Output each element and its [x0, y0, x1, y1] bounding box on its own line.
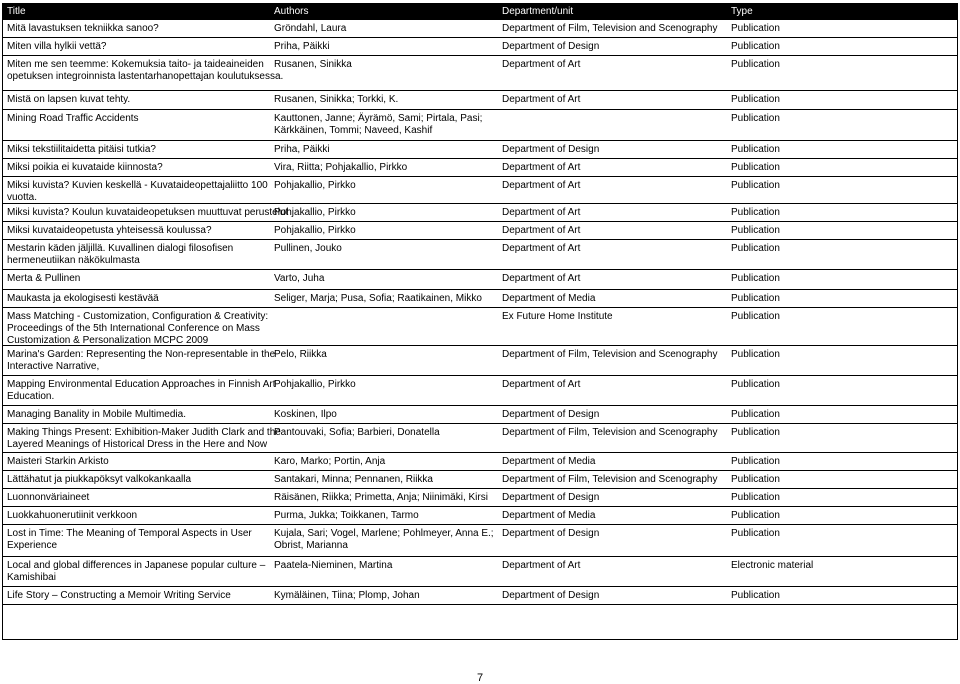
table-row	[3, 557, 957, 587]
cell-title: Maukasta ja ekologisesti kestävää	[7, 293, 159, 304]
cell-authors: Priha, Päikki	[274, 41, 330, 52]
cell-authors: Kujala, Sari; Vogel, Marlene; Pohlmeyer, Anna E.; Obrist, Marianna	[274, 528, 494, 551]
cell-title: Luonnonväriaineet	[7, 492, 90, 503]
table-row	[3, 270, 957, 290]
cell-title: Maisteri Starkin Arkisto	[7, 456, 109, 467]
cell-authors: Paatela-Nieminen, Martina	[274, 560, 393, 571]
table-row	[3, 38, 957, 56]
cell-title: Miksi kuvista? Kuvien keskellä - Kuvataideopettajaliitto 100 vuotta.	[7, 180, 268, 203]
table-row	[3, 91, 957, 110]
cell-department: Department of Design	[502, 590, 600, 601]
header-authors: Authors	[274, 6, 309, 17]
table-row	[3, 290, 957, 308]
cell-title: Lost in Time: The Meaning of Temporal Aspects in User Experience	[7, 528, 252, 551]
cell-authors: Koskinen, Ilpo	[274, 409, 337, 420]
table-row	[3, 159, 957, 177]
table-row	[3, 453, 957, 471]
table-header	[3, 4, 957, 20]
table-row	[3, 525, 957, 557]
cell-department: Department of Media	[502, 456, 596, 467]
cell-type: Publication	[731, 510, 780, 521]
cell-authors: Kauttonen, Janne; Äyrämö, Sami; Pirtala, Pasi; Kärkkäinen, Tommi; Naveed, Kashif	[274, 113, 483, 136]
cell-type: Publication	[731, 273, 780, 284]
cell-type: Publication	[731, 180, 780, 191]
cell-title: Mass Matching - Customization, Configuration & Creativity: Proceedings of the 5th International Conference on Mass Customization & Personalization MCPC 2009	[7, 311, 269, 346]
header-title: Title	[7, 6, 26, 17]
cell-title: Life Story – Constructing a Memoir Writing Service	[7, 590, 231, 601]
cell-authors: Rusanen, Sinikka; Torkki, K.	[274, 94, 399, 105]
cell-department: Department of Art	[502, 273, 581, 284]
header-type: Type	[731, 6, 753, 17]
cell-authors: Varto, Juha	[274, 273, 325, 284]
cell-type: Publication	[731, 113, 780, 124]
cell-department: Department of Film, Television and Scenography	[502, 474, 718, 485]
cell-title: Miksi tekstiilitaidetta pitäisi tutkia?	[7, 144, 156, 155]
cell-title: Managing Banality in Mobile Multimedia.	[7, 409, 186, 420]
cell-title: Local and global differences in Japanese popular culture – Kamishibai	[7, 560, 266, 583]
cell-authors: Purma, Jukka; Toikkanen, Tarmo	[274, 510, 419, 521]
cell-type: Publication	[731, 474, 780, 485]
cell-department: Department of Film, Television and Scenography	[502, 349, 718, 360]
table-row	[3, 489, 957, 507]
cell-department: Department of Design	[502, 41, 600, 52]
cell-title: Making Things Present: Exhibition-Maker Judith Clark and the Layered Meanings of Historical Dress in the Here and Now	[7, 427, 281, 450]
table-row	[3, 507, 957, 525]
cell-title: Mestarin käden jäljillä. Kuvallinen dialogi filosofisen hermeneutiikan näkökulmasta	[7, 243, 234, 266]
cell-department: Department of Design	[502, 528, 600, 539]
cell-type: Publication	[731, 41, 780, 52]
table-row	[3, 376, 957, 406]
table-row	[3, 346, 957, 376]
table-row	[3, 471, 957, 489]
cell-department: Department of Film, Television and Scenography	[502, 427, 718, 438]
table-row	[3, 222, 957, 240]
table-row	[3, 177, 957, 204]
cell-type: Electronic material	[731, 560, 814, 571]
table-row	[3, 204, 957, 222]
cell-type: Publication	[731, 162, 780, 173]
cell-department: Department of Film, Television and Scenography	[502, 23, 718, 34]
cell-authors: Räisänen, Riikka; Primetta, Anja; Niinimäki, Kirsi	[274, 492, 488, 503]
cell-authors: Pohjakallio, Pirkko	[274, 207, 356, 218]
cell-department: Department of Design	[502, 492, 600, 503]
cell-department: Ex Future Home Institute	[502, 311, 613, 322]
cell-authors: Seliger, Marja; Pusa, Sofia; Raatikainen, Mikko	[274, 293, 482, 304]
cell-authors: Pullinen, Jouko	[274, 243, 342, 254]
table-row	[3, 240, 957, 270]
cell-type: Publication	[731, 379, 780, 390]
cell-department: Department of Art	[502, 59, 581, 70]
cell-type: Publication	[731, 409, 780, 420]
cell-title: Mitä lavastuksen tekniikka sanoo?	[7, 23, 159, 34]
cell-authors: Pantouvaki, Sofia; Barbieri, Donatella	[274, 427, 440, 438]
cell-title: Mistä on lapsen kuvat tehty.	[7, 94, 131, 105]
table-row	[3, 20, 957, 38]
cell-authors: Rusanen, Sinikka	[274, 59, 352, 70]
cell-department: Department of Media	[502, 293, 596, 304]
table-row	[3, 141, 957, 159]
table-row	[3, 110, 957, 141]
cell-title: Miten villa hylkii vettä?	[7, 41, 107, 52]
cell-authors: Priha, Päikki	[274, 144, 330, 155]
table-row	[3, 56, 957, 91]
cell-title: Mapping Environmental Education Approaches in Finnish Art Education.	[7, 379, 276, 402]
cell-department: Department of Art	[502, 162, 581, 173]
cell-type: Publication	[731, 207, 780, 218]
page-number: 7	[476, 672, 484, 684]
cell-title: Lättähatut ja piukkapöksyt valkokankaalla	[7, 474, 192, 485]
cell-type: Publication	[731, 349, 780, 360]
cell-type: Publication	[731, 225, 780, 236]
cell-type: Publication	[731, 94, 780, 105]
cell-title: Miksi kuvista? Koulun kuvataideopetuksen muuttuvat perustelut	[7, 207, 289, 218]
cell-type: Publication	[731, 293, 780, 304]
cell-type: Publication	[731, 528, 780, 539]
cell-title: Merta & Pullinen	[7, 273, 81, 284]
cell-type: Publication	[731, 492, 780, 503]
cell-authors: Pohjakallio, Pirkko	[274, 180, 356, 191]
cell-title: Luokkahuonerutiinit verkkoon	[7, 510, 138, 521]
cell-authors: Gröndahl, Laura	[274, 23, 347, 34]
cell-authors: Vira, Riitta; Pohjakallio, Pirkko	[274, 162, 408, 173]
cell-type: Publication	[731, 456, 780, 467]
cell-department: Department of Art	[502, 560, 581, 571]
cell-type: Publication	[731, 243, 780, 254]
cell-type: Publication	[731, 311, 780, 322]
cell-authors: Santakari, Minna; Pennanen, Riikka	[274, 474, 433, 485]
cell-authors: Pohjakallio, Pirkko	[274, 379, 356, 390]
cell-type: Publication	[731, 23, 780, 34]
cell-department: Department of Design	[502, 409, 600, 420]
table-row	[3, 587, 957, 605]
header-department: Department/unit	[502, 6, 574, 17]
table-row	[3, 308, 957, 346]
cell-authors: Kymäläinen, Tiina; Plomp, Johan	[274, 590, 420, 601]
cell-department: Department of Design	[502, 144, 600, 155]
cell-type: Publication	[731, 427, 780, 438]
cell-type: Publication	[731, 144, 780, 155]
cell-department: Department of Art	[502, 379, 581, 390]
cell-department: Department of Art	[502, 243, 581, 254]
cell-department: Department of Art	[502, 94, 581, 105]
cell-title: Miten me sen teemme: Kokemuksia taito- ja taideaineiden opetuksen integroinnista lastentarhanopettajan koulutuksessa.	[7, 59, 284, 82]
cell-type: Publication	[731, 59, 780, 70]
cell-department: Department of Art	[502, 180, 581, 191]
cell-department: Department of Art	[502, 225, 581, 236]
cell-department: Department of Media	[502, 510, 596, 521]
table-row	[3, 424, 957, 453]
cell-authors: Pohjakallio, Pirkko	[274, 225, 356, 236]
cell-department: Department of Art	[502, 207, 581, 218]
cell-authors: Karo, Marko; Portin, Anja	[274, 456, 386, 467]
cell-title: Marina's Garden: Representing the Non-representable in the Interactive Narrative,	[7, 349, 276, 372]
table-row	[3, 406, 957, 424]
cell-type: Publication	[731, 590, 780, 601]
cell-authors: Pelo, Riikka	[274, 349, 327, 360]
cell-title: Mining Road Traffic Accidents	[7, 113, 139, 124]
results-table	[2, 3, 958, 640]
cell-title: Miksi kuvataideopetusta yhteisessä koulussa?	[7, 225, 212, 236]
cell-title: Miksi poikia ei kuvataide kiinnosta?	[7, 162, 163, 173]
